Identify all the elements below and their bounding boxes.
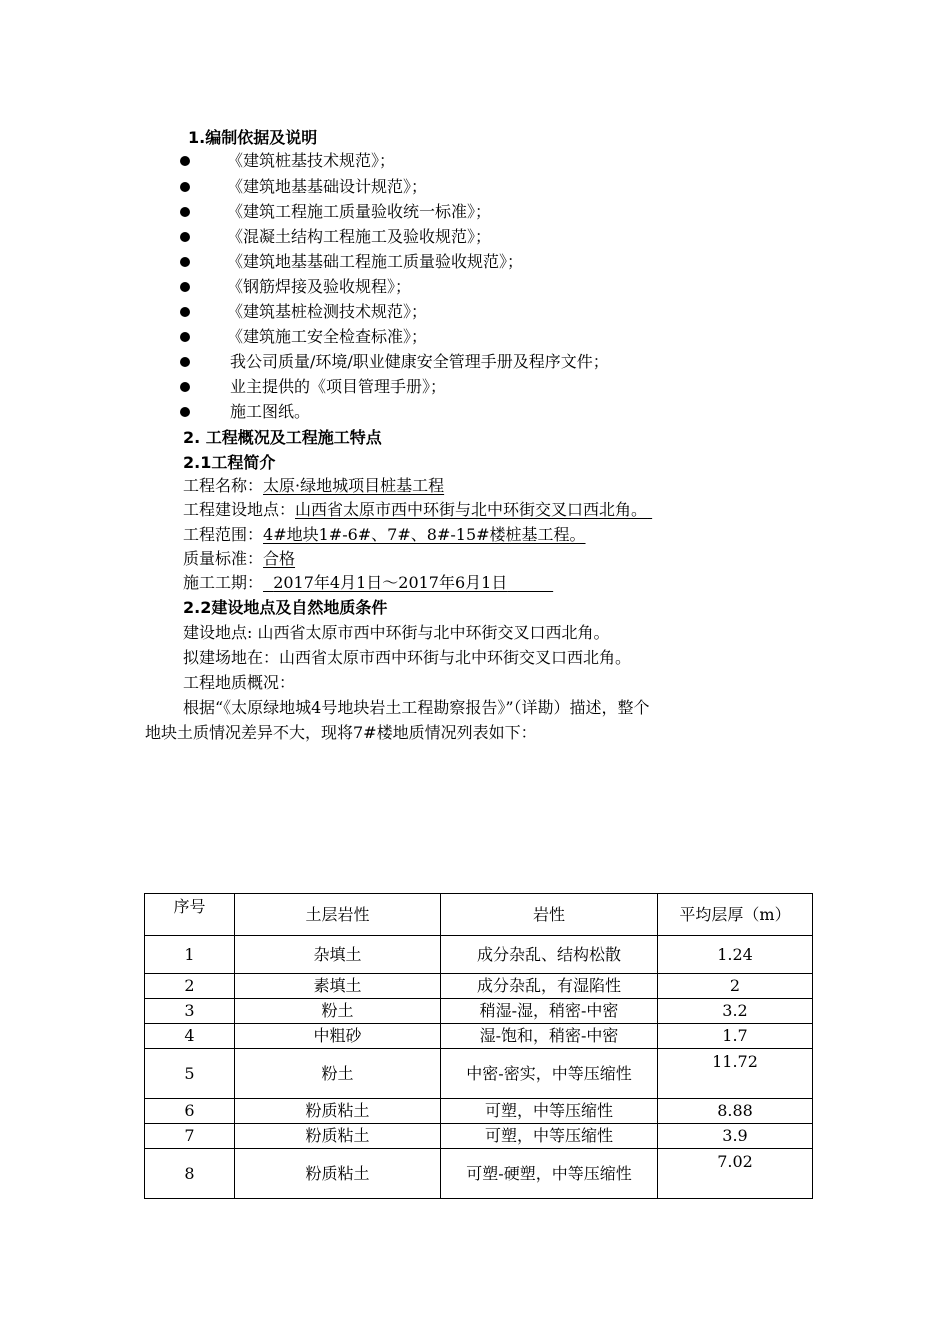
list-item: 《建筑桩基技术规范》； [227,151,396,170]
bullet-icon [180,282,190,292]
table-cell: 7 [145,1124,235,1149]
project-name-label: 工程名称： [183,476,264,495]
proposed-site-line: 拟建场地在：山西省太原市西中环街与北中环街交叉口西北角。 [183,648,632,667]
table-cell: 粉质粘土 [235,1099,441,1124]
table-cell: 中密-密实，中等压缩性 [441,1049,658,1099]
table-cell: 3.9 [658,1124,813,1149]
table-cell: 1 [145,936,235,974]
construction-period-label: 施工工期： [183,573,264,592]
table-cell: 1.7 [658,1024,813,1049]
site-location-line: 建设地点: 山西省太原市西中环街与北中环街交叉口西北角。 [183,623,610,642]
table-cell: 4 [145,1024,235,1049]
table-cell: 8.88 [658,1099,813,1124]
list-item: 业主提供的《项目管理手册》； [230,377,447,396]
project-site-value: 山西省太原市西中环街与北中环街交叉口西北角。 [295,500,648,519]
table-cell: 8 [145,1149,235,1199]
table-cell: 可塑，中等压缩性 [441,1124,658,1149]
table-row [145,1124,813,1149]
table-row [145,936,813,974]
table-row [145,999,813,1024]
table-row [145,1049,813,1099]
geology-paragraph-line2: 地块土质情况差异不大，现将7#楼地质情况列表如下： [145,723,537,742]
construction-period-value: 2017年4月1日～2017年6月1日 [273,573,508,592]
table-cell: 可塑-硬塑，中等压缩性 [441,1149,658,1199]
table-header-row [145,894,813,936]
list-item: 施工图纸。 [230,402,311,421]
list-item: 《建筑施工安全检查标准》； [227,327,428,346]
table-cell: 2 [658,974,813,999]
list-item: 《建筑工程施工质量验收统一标准》； [227,202,492,221]
table-cell: 5 [145,1049,235,1099]
section2-2-title: 2.2建设地点及自然地质条件 [183,598,388,617]
section2-1-title: 2.1工程简介 [183,453,276,472]
table-cell: 粉质粘土 [235,1124,441,1149]
table-cell: 湿-饱和，稍密-中密 [441,1024,658,1049]
quality-standard-value: 合格 [263,549,296,568]
table-cell: 可塑，中等压缩性 [441,1099,658,1124]
table-cell: 稍湿-湿，稍密-中密 [441,999,658,1024]
header-cell: 土层岩性 [235,894,441,936]
bullet-icon [180,207,190,217]
header-cell: 序号 [145,894,235,936]
bullet-icon [180,156,190,166]
table-row [145,1099,813,1124]
project-scope-row [183,523,586,547]
project-scope-value: 4#地块1#-6#、7#、8#-15#楼桩基工程。 [263,525,586,544]
project-site-label: 工程建设地点： [183,500,296,519]
table-cell: 7.02 [658,1149,813,1199]
header-cell: 平均层厚（m） [658,894,813,936]
table-cell: 11.72 [658,1049,813,1099]
table-cell: 粉土 [235,999,441,1024]
table-cell: 2 [145,974,235,999]
list-item: 《建筑地基基础设计规范》； [227,177,428,196]
table-row [145,1024,813,1049]
project-name-value: 太原·绿地城项目桩基工程 [263,476,445,495]
geology-table [144,893,813,1199]
project-name-row [183,474,444,498]
project-site-row [183,498,652,522]
list-item: 《建筑地基基础工程施工质量验收规范》； [227,252,524,271]
bullet-icon [180,407,190,417]
table-cell: 素填土 [235,974,441,999]
list-item: 我公司质量/环境/职业健康安全管理手册及程序文件； [230,352,609,371]
list-item: 《建筑基桩检测技术规范》； [227,302,428,321]
bullet-icon [180,332,190,342]
bullet-icon [180,307,190,317]
section1-title: 1.编制依据及说明 [188,128,318,147]
table-cell: 中粗砂 [235,1024,441,1049]
geology-overview-label: 工程地质概况： [183,673,296,692]
construction-period-row [183,571,553,595]
table-cell: 成分杂乱、结构松散 [441,936,658,974]
table-cell: 粉土 [235,1049,441,1099]
bullet-icon [180,232,190,242]
table-row [145,974,813,999]
project-scope-label: 工程范围： [183,525,264,544]
bullet-icon [180,182,190,192]
quality-standard-row [183,547,295,571]
table-cell: 粉质粘土 [235,1149,441,1199]
header-cell: 岩性 [441,894,658,936]
table-cell: 杂填土 [235,936,441,974]
table-cell: 3 [145,999,235,1024]
list-item: 《混凝土结构工程施工及验收规范》； [227,227,492,246]
bullet-icon [180,357,190,367]
bullet-icon [180,382,190,392]
quality-standard-label: 质量标准： [183,549,264,568]
section2-title: 2. 工程概况及工程施工特点 [183,428,382,447]
list-item: 《钢筋焊接及验收规程》； [227,277,412,296]
table-cell: 1.24 [658,936,813,974]
table-cell: 6 [145,1099,235,1124]
table-cell: 3.2 [658,999,813,1024]
table-cell: 成分杂乱，有湿陷性 [441,974,658,999]
table-row [145,1149,813,1199]
bullet-icon [180,257,190,267]
geology-paragraph-line1: 根据“《太原绿地城4号地块岩土工程勘察报告》”（详勘）描述，整个 [183,698,650,717]
